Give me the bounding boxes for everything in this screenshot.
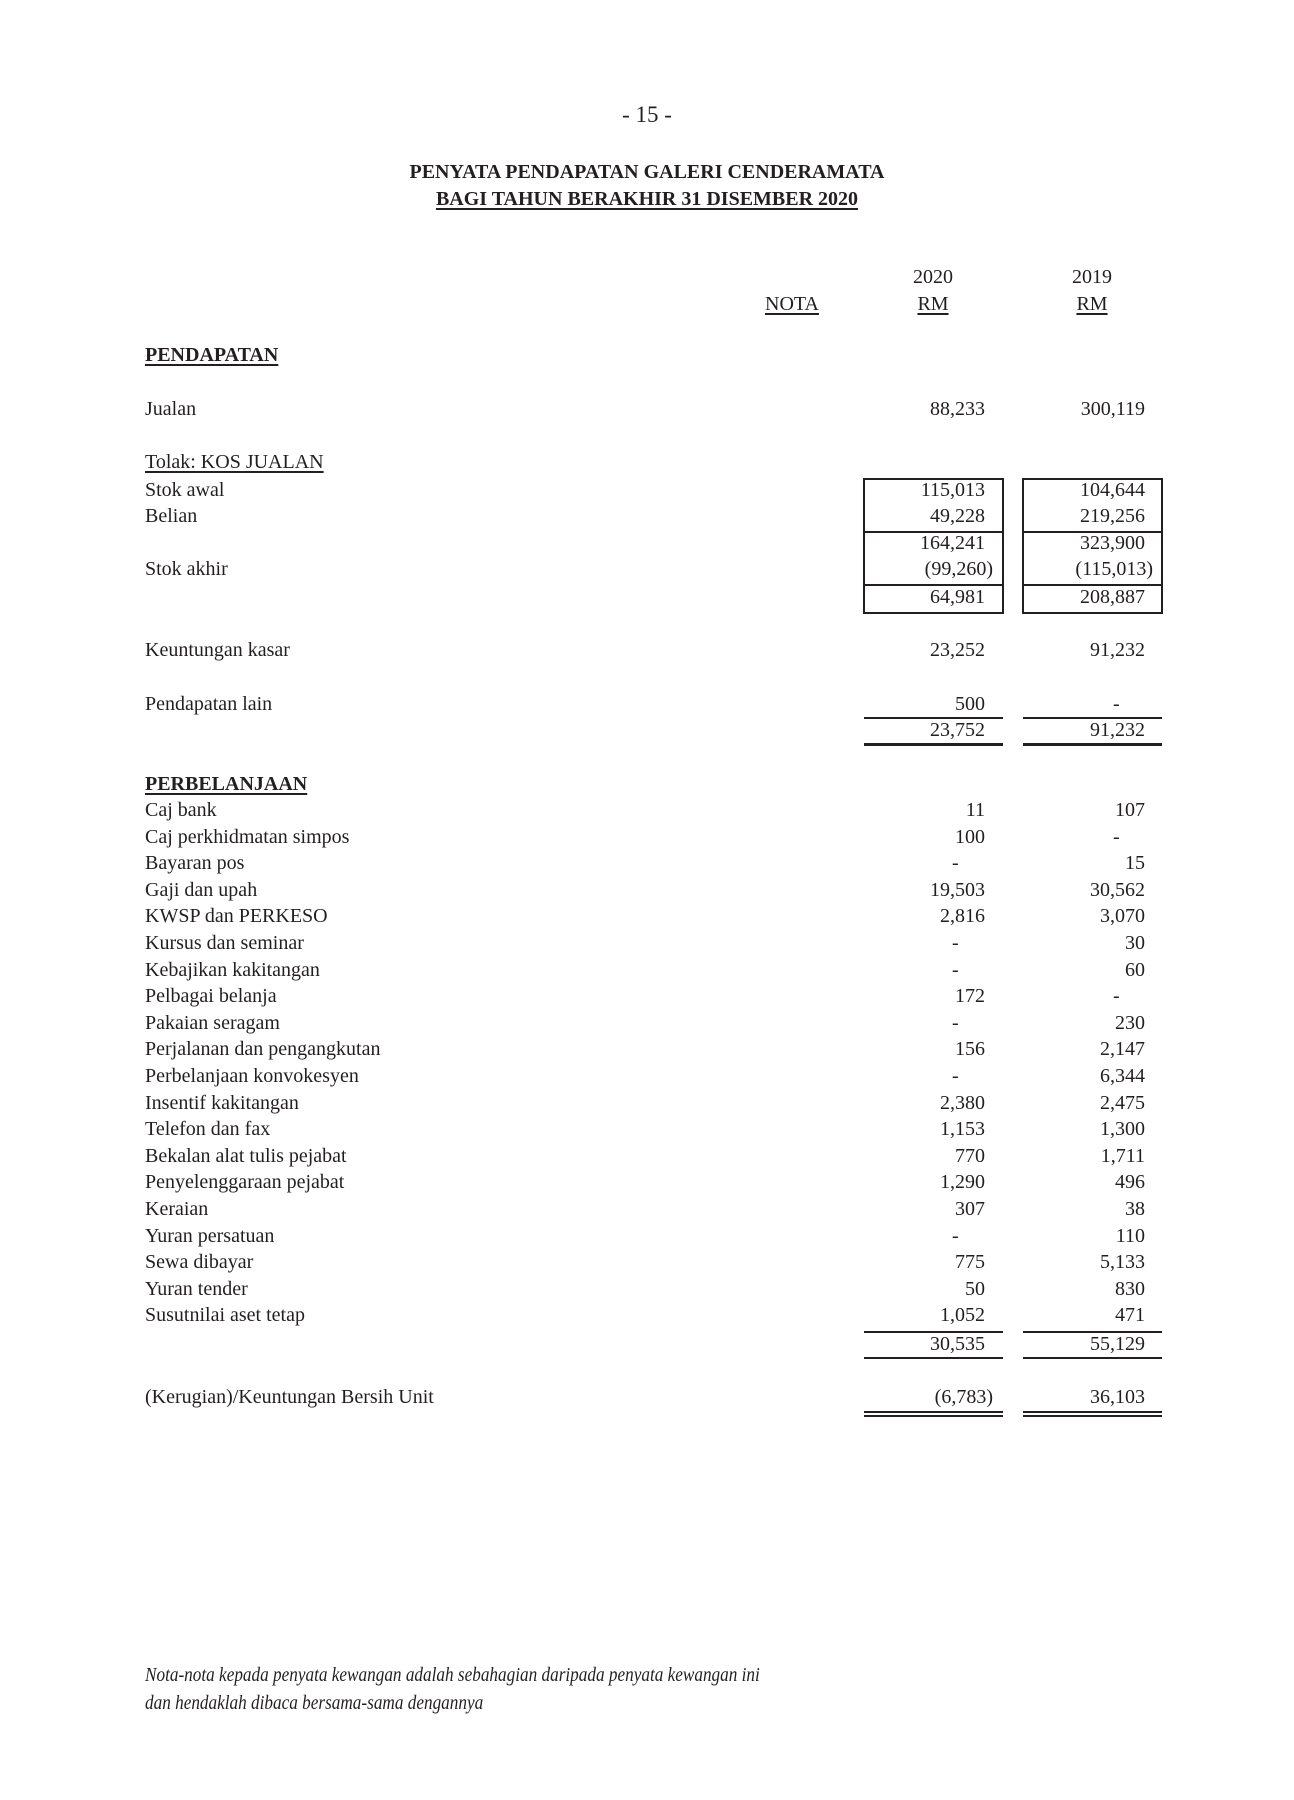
expense-value-2020: -: [952, 1225, 959, 1247]
sales-2019: 300,119: [1080, 398, 1145, 420]
expense-value-2020: 11: [965, 799, 985, 821]
expense-value-2019: 60: [1125, 959, 1145, 981]
column-nota: NOTA: [765, 293, 819, 315]
purchases-2020: 49,228: [930, 505, 985, 527]
closing-stock-2020: (99,260): [924, 558, 993, 580]
expense-label: Perjalanan dan pengangkutan: [145, 1038, 381, 1060]
net-result-label: (Kerugian)/Keuntungan Bersih Unit: [145, 1386, 434, 1408]
expense-label: Keraian: [145, 1198, 209, 1220]
expense-value-2020: 1,290: [940, 1171, 985, 1193]
expense-value-2020: 19,503: [930, 879, 985, 901]
column-year-2020: 2020: [913, 266, 953, 288]
expense-label: Pelbagai belanja: [145, 985, 277, 1007]
expense-value-2020: 770: [955, 1145, 985, 1167]
expense-value-2019: 15: [1125, 852, 1145, 874]
expense-value-2019: 107: [1115, 799, 1145, 821]
purchases-label: Belian: [145, 505, 198, 527]
expense-value-2019: 30: [1125, 932, 1145, 954]
expense-value-2019: 6,344: [1100, 1065, 1145, 1087]
expense-total-underline-2020: [864, 1357, 1003, 1359]
expense-value-2019: 830: [1115, 1278, 1145, 1300]
expense-label: Bekalan alat tulis pejabat: [145, 1145, 347, 1167]
expense-label: Telefon dan fax: [145, 1118, 271, 1140]
expense-value-2019: -: [1113, 985, 1120, 1007]
footer-note-line1: Nota-nota kepada penyata kewangan adalah sebahagian daripada penyata kewangan ini: [145, 1664, 760, 1686]
closing-stock-2019: (115,013): [1075, 558, 1153, 580]
expense-label: Insentif kakitangan: [145, 1092, 299, 1114]
expense-label: Yuran persatuan: [145, 1225, 275, 1247]
expense-value-2019: 110: [1115, 1225, 1145, 1247]
expense-value-2020: 1,153: [940, 1118, 985, 1140]
expense-value-2020: -: [952, 959, 959, 981]
cost-total-2019: 208,887: [1080, 586, 1145, 608]
net-result-2020: (6,783): [934, 1386, 993, 1408]
closing-stock-label: Stok akhir: [145, 558, 228, 580]
expense-value-2020: -: [952, 852, 959, 874]
expense-value-2019: 496: [1115, 1171, 1145, 1193]
expense-label: Kursus dan seminar: [145, 932, 304, 954]
expense-value-2019: 3,070: [1100, 905, 1145, 927]
other-income-2019: -: [1113, 693, 1120, 715]
income-total-underline-2020: [864, 743, 1003, 746]
expense-label: Sewa dibayar: [145, 1251, 254, 1273]
expense-value-2020: -: [952, 1012, 959, 1034]
expense-label: Bayaran pos: [145, 852, 245, 874]
expense-label: Caj perkhidmatan simpos: [145, 826, 350, 848]
column-currency-2020: RM: [917, 293, 949, 315]
expense-value-2019: 1,300: [1100, 1118, 1145, 1140]
income-total-underline-2019: [1023, 743, 1162, 746]
gross-profit-2019: 91,232: [1090, 639, 1145, 661]
expenses-heading: PERBELANJAAN: [145, 773, 308, 795]
statement-title: PENYATA PENDAPATAN GALERI CENDERAMATA: [409, 161, 885, 183]
purchases-2019: 219,256: [1080, 505, 1145, 527]
other-income-2020: 500: [955, 693, 985, 715]
gross-profit-2020: 23,252: [930, 639, 985, 661]
expense-value-2020: 100: [955, 826, 985, 848]
expense-label: KWSP dan PERKESO: [145, 905, 328, 927]
sales-label: Jualan: [145, 398, 197, 420]
expense-label: Kebajikan kakitangan: [145, 959, 320, 981]
expense-value-2020: 775: [955, 1251, 985, 1273]
expense-label: Penyelenggaraan pejabat: [145, 1171, 345, 1193]
expense-label: Perbelanjaan konvokesyen: [145, 1065, 359, 1087]
cost-subtotal-2020: 164,241: [920, 532, 985, 554]
expense-value-2020: 50: [965, 1278, 985, 1300]
expense-value-2020: 172: [955, 985, 985, 1007]
expense-value-2020: -: [952, 932, 959, 954]
page-number: - 15 -: [622, 102, 672, 127]
income-total-2019: 91,232: [1090, 719, 1145, 741]
expense-value-2020: 1,052: [940, 1304, 985, 1326]
expense-label: Yuran tender: [145, 1278, 248, 1300]
cost-subtotal-2019: 323,900: [1080, 532, 1145, 554]
cost-total-2020: 64,981: [930, 586, 985, 608]
expense-value-2019: 2,475: [1100, 1092, 1145, 1114]
statement-subtitle: BAGI TAHUN BERAKHIR 31 DISEMBER 2020: [435, 188, 859, 210]
expense-label: Susutnilai aset tetap: [145, 1304, 305, 1326]
expense-value-2020: 156: [955, 1038, 985, 1060]
expense-value-2019: 38: [1125, 1198, 1145, 1220]
expense-value-2019: 471: [1115, 1304, 1145, 1326]
expense-total-underline-2019: [1023, 1357, 1162, 1359]
expense-value-2019: -: [1113, 826, 1120, 848]
column-year-2019: 2019: [1072, 266, 1112, 288]
expense-label: Caj bank: [145, 799, 217, 821]
net-result-double-underline-2019: [1023, 1411, 1162, 1417]
net-result-2019: 36,103: [1090, 1386, 1145, 1408]
expense-value-2020: 2,380: [940, 1092, 985, 1114]
income-total-2020: 23,752: [930, 719, 985, 741]
column-currency-2019: RM: [1076, 293, 1108, 315]
expense-value-2019: 1,711: [1100, 1145, 1145, 1167]
expense-total-2019: 55,129: [1090, 1333, 1145, 1355]
income-heading: PENDAPATAN: [145, 344, 279, 366]
expense-value-2019: 5,133: [1100, 1251, 1145, 1273]
expense-value-2020: -: [952, 1065, 959, 1087]
expense-value-2019: 30,562: [1090, 879, 1145, 901]
expense-total-2020: 30,535: [930, 1333, 985, 1355]
expense-label: Pakaian seragam: [145, 1012, 280, 1034]
expense-value-2020: 307: [955, 1198, 985, 1220]
net-result-double-underline-2020: [864, 1411, 1003, 1417]
gross-profit-label: Keuntungan kasar: [145, 639, 290, 661]
expense-value-2019: 2,147: [1100, 1038, 1145, 1060]
opening-stock-2019: 104,644: [1080, 479, 1145, 501]
other-income-label: Pendapatan lain: [145, 693, 273, 715]
opening-stock-2020: 115,013: [920, 479, 985, 501]
footer-note-line2: dan hendaklah dibaca bersama-sama dengannya: [145, 1692, 484, 1714]
cost-of-sales-heading: Tolak: KOS JUALAN: [145, 451, 324, 473]
sales-2020: 88,233: [930, 398, 985, 420]
expense-value-2019: 230: [1115, 1012, 1145, 1034]
expense-value-2020: 2,816: [940, 905, 985, 927]
expense-label: Gaji dan upah: [145, 879, 258, 901]
opening-stock-label: Stok awal: [145, 479, 225, 501]
